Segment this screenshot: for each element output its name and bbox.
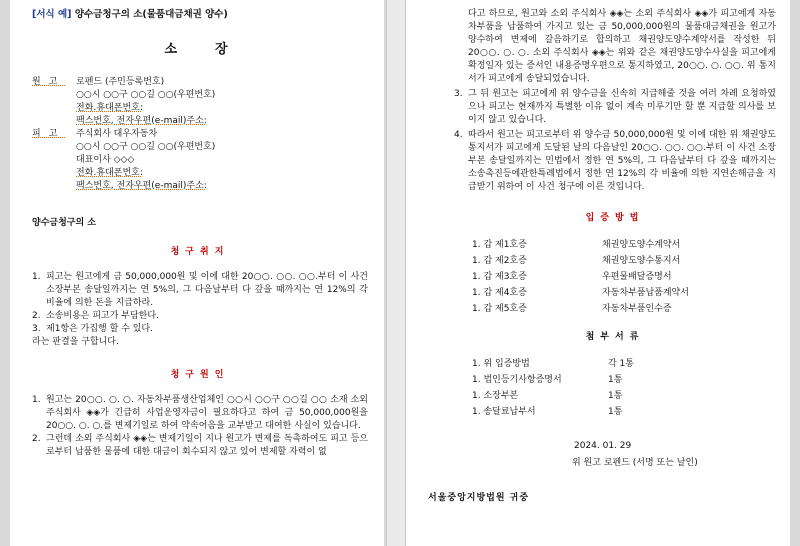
- document-page-right: [406, 0, 790, 546]
- plaintiff-label: 원고: [32, 77, 66, 87]
- court-name: 서울중앙지방법원 귀중: [428, 493, 530, 503]
- evidence-row: 1. 갑 제1호증 채권양도양수계약서: [472, 240, 681, 250]
- attachments-list: [454, 356, 776, 420]
- attachment-row: 1. 위 입증방법 각 1통: [472, 359, 634, 369]
- case-name: 양수금청구의 소: [32, 218, 96, 228]
- list-item: 1. 피고는 원고에게 금 50,000,000원 및 이에 대한 20○○. ○○. ○○.부터 이 사건 소장부본 송달일까지는 연 5%의, 그 다음날부터 다 갚을 때까지는 연 12%의 각 비율에 의한 돈을 지급하라.: [32, 272, 368, 308]
- claim-item: 피고는 원고에게 금 50,000,000원 및 이에 대한 20○○. ○○. ○○.부터 이 사건 소장부본 송달일까지는 연 5%의, 그 다음날부터 다 갚을 때까지는 연 12%의 각 비율에 의한 돈을 지급하라.: [46, 272, 368, 308]
- list-item: 4. 따라서 원고는 피고로부터 위 양수금 50,000,000원 및 이에 대한 위 채권양도통지서가 피고에게 도달된 날의 다음날인 20○○. ○○. ○○.부터 이 사건 소장부본 송달일까지는 민법에서 정한 연 5%의, 그 다음날부터 다 갚을 때까지는 소송촉진등에관한특례법에서 정한 연 12%의 각 비율에 의한 지연손해금을 지급받기 위하여 이 사건 청구에 이른 것입니다.: [454, 130, 776, 192]
- signature-line: 위 원고 로펜드 (서명 또는 날인): [572, 458, 698, 468]
- document-title: 소장: [164, 42, 266, 57]
- defendant-block: [32, 128, 368, 193]
- evidence-list: [454, 237, 776, 317]
- cause-continued: 다고 하므로, 원고와 소외 주식회사 ◈◈는 소외 주식회사 ◈◈가 피고에게 자동차부품을 납품하여 가지고 있는 금 50,000,000원의 물품대금채권을 원고가 양수하여 변제에 갈음하기로 합의하고 채권양도양수계약서를 작성한 뒤 20○○. ○. ○. 소외 주식회사 ◈◈는 위와 같은 채권양도양수사실을 피고에게 확정일자 있는 증서인 내용증명우편으로 통지하였고, 20○○. ○. ○○. 위 통지서가 피고에게 송달되었습니다.: [468, 9, 776, 84]
- cause-heading: 청구원인: [170, 370, 230, 380]
- evidence-row: 1. 갑 제3호증 우편물배달증명서: [472, 272, 672, 282]
- list-item: 1. 원고는 20○○. ○. ○. 자동차부품생산업체인 ○○시 ○○구 ○○길 ○○ 소재 소외 주식회사 ◈◈가 긴급히 사업운영자금이 필요하다고 하여 금 50,000,000원을 20○○. ○. ○.를 변제기일로 하여 약속어음을 교부받고 대여한 사실이 있습니다.: [32, 395, 368, 431]
- plaintiff-line: ○○시 ○○구 ○○길 ○○(우편번호): [76, 90, 216, 100]
- defendant-label: 피고: [32, 129, 66, 139]
- header-prefix: [서식 예]: [32, 9, 72, 20]
- cause-item: 따라서 원고는 피고로부터 위 양수금 50,000,000원 및 이에 대한 위 채권양도통지서가 피고에게 도달된 날의 다음날인 20○○. ○○. ○○.부터 이 사건 소장부본 송달일까지는 민법에서 정한 연 5%의, 그 다음날부터 다 갚을 때까지는 소송촉진등에관한특례법에서 정한 연 12%의 각 비율에 의한 지연손해금을 지급받기 위하여 이 사건 청구에 이른 것입니다.: [468, 130, 776, 192]
- list-item: 3. 제1항은 가집행 할 수 있다.: [32, 323, 368, 336]
- evidence-row: 1. 갑 제4호증 자동차부품납품계약서: [472, 288, 689, 298]
- defendant-line: ○○시 ○○구 ○○길 ○○(우편번호): [76, 142, 216, 152]
- cause-item: 그런데 소외 주식회사 ◈◈는 변제기일이 지나 원고가 변제를 독촉하여도 피고 등으로부터 납품한 물품에 대한 대금이 회수되지 않고 있어 변제할 자력이 없: [46, 434, 368, 457]
- claim-item: 소송비용은 피고가 부담한다.: [46, 311, 159, 321]
- attachment-row: 1. 송달료납부서 1통: [472, 407, 623, 417]
- defendant-line: 전화․휴대폰번호:: [76, 168, 143, 178]
- claim-heading: 청구취지: [170, 247, 230, 257]
- header-title: 양수금청구의 소(물품대금채권 양수): [74, 9, 228, 20]
- list-item: 2. 소송비용은 피고가 부담한다.: [32, 310, 368, 323]
- defendant-line: 팩스번호, 전자우편(e-mail)주소:: [76, 181, 207, 191]
- document-page-left: [10, 0, 384, 546]
- cause-item: 원고는 20○○. ○. ○. 자동차부품생산업체인 ○○시 ○○구 ○○길 ○○ 소재 소외 주식회사 ◈◈가 긴급히 사업운영자금이 필요하다고 하여 금 50,000,000원을 20○○. ○. ○.를 변제기일로 하여 약속어음을 교부받고 대여한 사실이 있습니다.: [46, 395, 368, 431]
- attachment-row: 1. 법인등기사항증명서 1통: [472, 375, 623, 385]
- plaintiff-line: 팩스번호, 전자우편(e-mail)주소:: [76, 116, 207, 126]
- plaintiff-block: [32, 76, 368, 128]
- evidence-heading: 입증방법: [585, 213, 645, 223]
- defendant-line: 주식회사 대우자동차: [76, 129, 158, 139]
- claim-item: 제1항은 가집행 할 수 있다.: [46, 324, 153, 334]
- evidence-row: 1. 갑 제5호증 자동차부품인수증: [472, 304, 672, 314]
- claim-closing: 라는 판결을 구합니다.: [32, 337, 119, 347]
- attachment-row: 1. 소장부본 1통: [472, 391, 623, 401]
- attachments-heading: 첨부서류: [585, 332, 645, 342]
- list-item: 2. 그런데 소외 주식회사 ◈◈는 변제기일이 지나 원고가 변제를 독촉하여도 피고 등으로부터 납품한 물품에 대한 대금이 회수되지 않고 있어 변제할 자력이 없: [32, 434, 368, 457]
- form-header: [32, 8, 368, 21]
- plaintiff-line: 로펜드 (주민등록번호): [76, 77, 165, 87]
- evidence-row: 1. 갑 제2호증 채권양도양수통지서: [472, 256, 681, 266]
- plaintiff-line: 전화․휴대폰번호:: [76, 103, 143, 113]
- page-gap: [386, 0, 406, 546]
- filing-date: 2024. 01. 29: [574, 441, 632, 451]
- list-item: 3. 그 뒤 원고는 피고에게 위 양수금을 신속히 지급해줄 것을 여러 차례 요청하였으나 피고는 현재까지 특별한 이유 없이 계속 미루기만 할 뿐 지급할 의사를 보이지 않고 있습니다.: [454, 89, 776, 125]
- cause-item: 그 뒤 원고는 피고에게 위 양수금을 신속히 지급해줄 것을 여러 차례 요청하였으나 피고는 현재까지 특별한 이유 없이 계속 미루기만 할 뿐 지급할 의사를 보이지 않고 있습니다.: [468, 89, 776, 125]
- defendant-line: 대표이사 ◇◇◇: [76, 155, 135, 165]
